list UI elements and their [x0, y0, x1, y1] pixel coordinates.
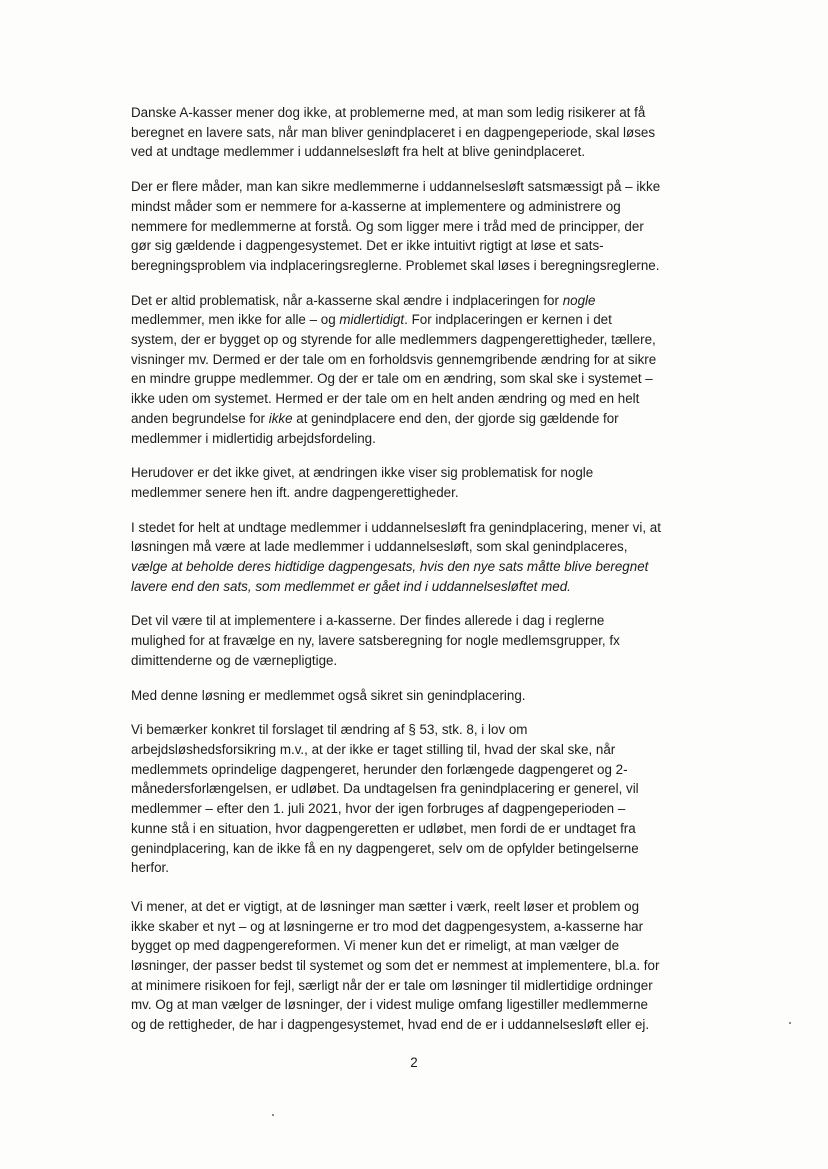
text-run: at genindplacere end den, der gjorde sig gældende for medlemmer i midlertidig arbejdsfordeling. [131, 410, 619, 446]
text-run: Danske A-kasser mener dog ikke, at problemerne med, at man som ledig risikerer at få beregnet en lavere sats, når man bliver genindplaceret i en dagpengeperiode, skal løses ved at undtage medlemmer i uddannelsesløft fra helt at blive genindplaceret. [131, 105, 656, 160]
paragraph-3 [131, 291, 661, 449]
scan-speck [272, 1114, 274, 1116]
text-run: Vi bemærker konkret til forslaget til ændring af § 53, stk. 8, i lov om arbejdsløshedsforsikring m.v., at der ikke er taget stilling til, hvad der skal ske, når medlemmets oprindelige dagpengeret, herunder den forlængede dagpengeret og 2-månedersforlængelsen, er udløbet. Da undtagelsen fra genindplacering er generel, vil medlemmer – efter den 1. juli 2021, hvor der igen forbruges af dagpengeperioden – kunne stå i en situation, hvor dagpengeretten er udløbet, men fordi de er undtaget fra genindplacering, kan de ikke få en ny dagpengeret, selv om de opfylder betingelserne herfor. [131, 722, 639, 876]
italic-text: vælge at beholde deres hidtidige dagpengesats, hvis den nye sats måtte blive beregnet lavere end den sats, som medlemmet er gået ind i uddannelsesløftet med. [131, 559, 649, 594]
italic-text: ikke [268, 410, 293, 426]
paragraph-7 [131, 686, 661, 706]
paragraph-2 [131, 177, 661, 276]
paragraph-9 [131, 897, 661, 1035]
text-run: Det er altid problematisk, når a-kasserne skal ændre i indplaceringen for [131, 292, 563, 308]
document-body [131, 103, 661, 1050]
paragraph-4 [131, 463, 661, 502]
italic-text: nogle [562, 292, 596, 308]
scan-speck [789, 1022, 791, 1024]
text-run: I stedet for helt at undtage medlemmer i uddannelsesløft fra genindplacering, mener vi, at løsningen må være at lade medlemmer i uddannelsesløft, som skal genindplaceres, [131, 519, 661, 555]
text-run: medlemmer, men ikke for alle – og [131, 312, 340, 328]
paragraph-5 [131, 518, 661, 597]
text-run: Herudover er det ikke givet, at ændringen ikke viser sig problematisk for nogle medlemmer senere hen ift. andre dagpengerettigheder. [131, 465, 594, 500]
paragraph-6 [131, 611, 661, 670]
text-run: Der er flere måder, man kan sikre medlemmerne i uddannelsesløft satsmæssigt på – ikke mindst måder som er nemmere for a-kasserne at implementere og administrere og nemmere for medlemmerne at forstå. Og som ligger mere i tråd med de principper, der gør sig gældende i dagpengesystemet. Det er ikke intuitivt rigtigt at løse et sats-beregningsproblem via indplaceringsreglerne. Problemet skal løses i beregningsreglerne. [131, 179, 661, 273]
text-run: Med denne løsning er medlemmet også sikret sin genindplacering. [131, 687, 526, 703]
paragraph-1 [131, 103, 661, 162]
italic-text: midlertidigt [339, 312, 405, 328]
paragraph-8 [131, 720, 661, 878]
text-run: Vi mener, at det er vigtigt, at de løsninger man sætter i værk, reelt løser et problem og ikke skaber et nyt – og at løsningerne er tro mod det dagpengesystem, a-kasserne har bygget op med dagpengereformen. Vi mener kun det er rimeligt, at man vælger de løsninger, der passer bedst til systemet og som det er nemmest at implementere, bl.a. for at minimere risikoen for fejl, særligt når der er tale om løsninger til midlertidige ordninger mv. Og at man vælger de løsninger, der i videst mulige omfang ligestiller medlemmerne og de rettigheder, de har i dagpengesystemet, hvad end de er i uddannelsesløft eller ej. [131, 898, 660, 1033]
text-run: Det vil være til at implementere i a-kasserne. Der findes allerede i dag i reglerne mulighed for at fravælge en ny, lavere satsberegning for nogle medlemsgrupper, fx dimittenderne og de værnepligtige. [131, 613, 620, 668]
page-number: 2 [410, 1055, 418, 1070]
text-run: . For indplaceringen er kernen i det system, der er bygget op og styrende for alle medlemmers dagpengerettigheder, tællere, visninger mv. Dermed er der tale om en forholdsvis gennemgribende ændring for at sikre en mindre gruppe medlemmer. Og der er tale om en ændring, som skal ske i systemet – ikke uden om systemet. Hermed er der tale om en helt anden ændring og med en helt anden begrundelse for [131, 312, 657, 426]
